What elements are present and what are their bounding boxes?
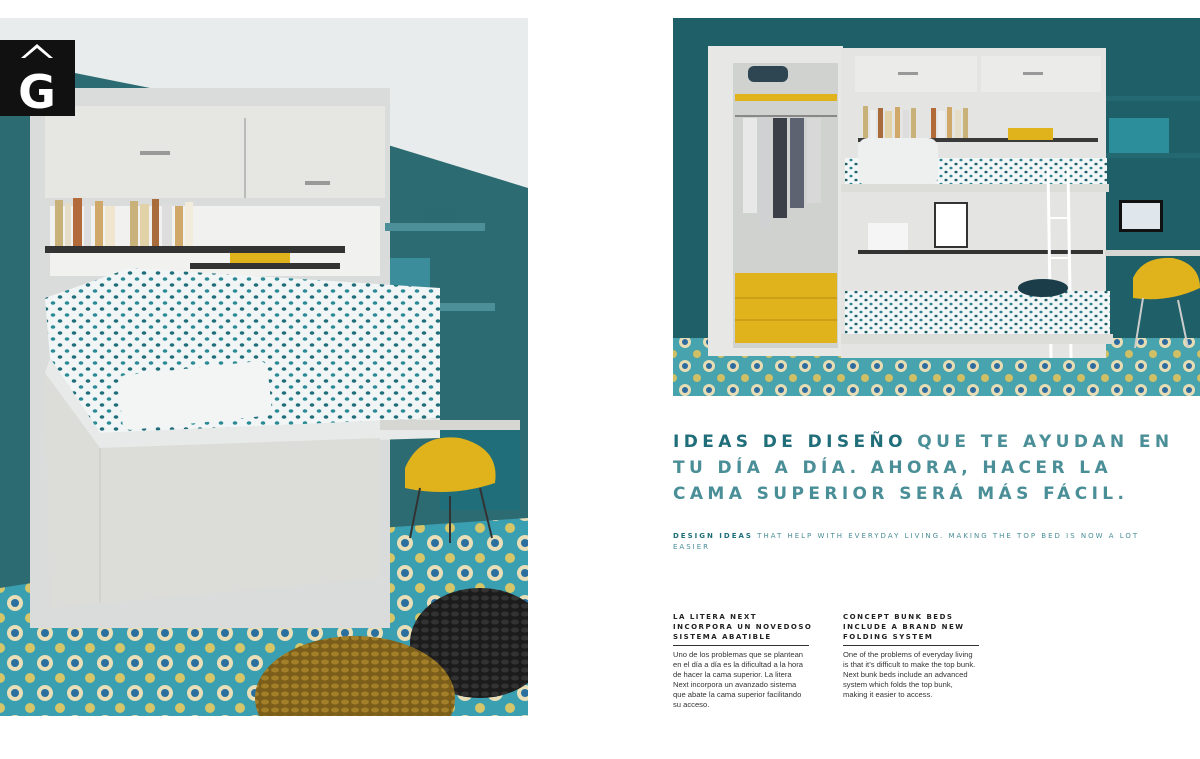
bunk-bed-illustration (673, 18, 1200, 396)
subline-rest: THAT HELP WITH EVERYDAY LIVING. MAKING THE TOP BED IS NOW A LOT EASIER (673, 532, 1140, 551)
headline-strong: IDEAS DE DISEÑO (673, 432, 907, 452)
brand-logo (0, 40, 75, 116)
photo-folding-bed-room (0, 18, 528, 716)
folding-bed-illustration (0, 18, 528, 716)
headline-es (673, 429, 1183, 507)
column-body-es: Uno de los problemas que se plantean en el día a día es la dificultad a la hora de hacer la cama superior. La litera Next incorpora un avanzado sistema que abate la cama superior facilitando su acceso. (673, 650, 804, 709)
column-divider (843, 645, 979, 646)
subline-en (673, 531, 1153, 553)
photo-bunk-bed-room (673, 18, 1200, 396)
subline-strong: DESIGN IDEAS (673, 532, 753, 540)
column-divider (673, 645, 809, 646)
column-body-en: One of the problems of everyday living is that it’s difficult to make the top bunk. Next bunk beds include an advanced system which folds the top bunk, making it easier to access. (843, 650, 976, 699)
house-roof-icon (0, 40, 75, 116)
column-title-es: LA LITERA NEXT INCORPORA UN NOVEDOSO SISTEMA ABATIBLE (673, 613, 813, 641)
column-title-en: CONCEPT BUNK BEDS INCLUDE A BRAND NEW FOLDING SYSTEM (843, 613, 965, 641)
logo-letter: G (18, 65, 56, 116)
headline-rest: QUE TE AYUDAN EN TU DÍA A DÍA. AHORA, HACER LA CAMA SUPERIOR SERÁ MÁS FÁCIL. (673, 432, 1174, 504)
